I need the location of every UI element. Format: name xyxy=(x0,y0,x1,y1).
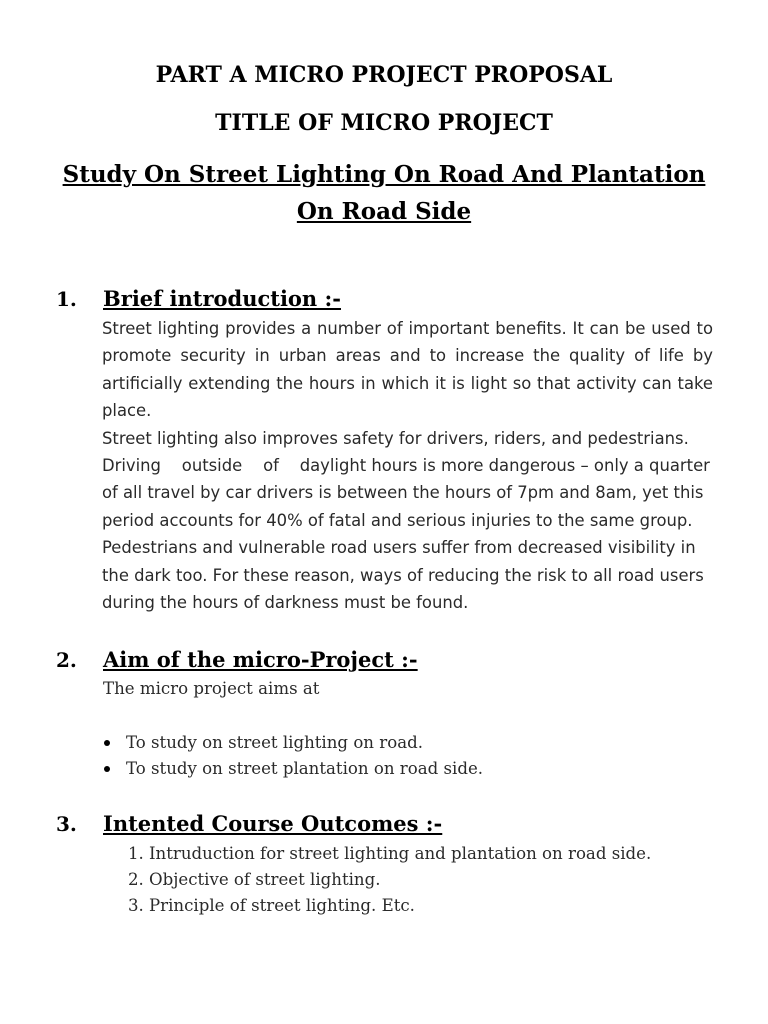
outcome-number: 1. xyxy=(128,844,144,863)
intro-paragraph-1: Street lighting provides a number of important benefits. It can be used to promote security in urban areas and to increase the quality of life by artificially extending the hours in which it is light so that activity can take place. xyxy=(102,319,713,421)
outcome-text: Intruduction for street lighting and plantation on road side. xyxy=(149,844,652,863)
outcomes-list xyxy=(128,841,651,919)
aim-bullet-item: To study on street plantation on road side. xyxy=(126,756,483,782)
intro-paragraph-2: Street lighting also improves safety for drivers, riders, and pedestrians. xyxy=(102,428,689,448)
outcome-text: Principle of street lighting. Etc. xyxy=(149,896,415,915)
outcome-number: 2. xyxy=(128,870,144,889)
outcome-text: Objective of street lighting. xyxy=(149,870,381,889)
section-2-number: 2. xyxy=(56,648,77,672)
section-3-heading: Intented Course Outcomes :- xyxy=(103,811,443,836)
section-3-number: 3. xyxy=(56,812,77,836)
section-2-heading: Aim of the micro-Project :- xyxy=(103,647,418,672)
outcome-item xyxy=(128,893,651,919)
section-1-number: 1. xyxy=(56,287,77,311)
title-label: TITLE OF MICRO PROJECT xyxy=(215,110,553,136)
section-1-heading: Brief introduction :- xyxy=(103,286,341,311)
outcome-item xyxy=(128,867,651,893)
aim-bullet-item: To study on street lighting on road. xyxy=(126,730,483,756)
aim-bullet-list xyxy=(126,730,483,782)
outcome-item xyxy=(128,841,651,867)
outcome-number: 3. xyxy=(128,896,144,915)
aim-intro: The micro project aims at xyxy=(103,679,320,698)
proposal-heading: PART A MICRO PROJECT PROPOSAL xyxy=(155,62,613,88)
section-1-body xyxy=(102,315,716,616)
intro-paragraph-3: Driving outside of daylight hours is more dangerous – only a quarter of all travel by car drivers is between the hours of 7pm and 8am, yet this period accounts for 40% of fatal and serious injuries to the same group. Pedestrians and vulnerable road users suffer from decreased visibility in the dark too. For these reason, ways of reducing the risk to all road users during the hours of darkness must be found. xyxy=(102,456,716,613)
project-title: Study On Street Lighting On Road And Plantation On Road Side xyxy=(62,161,706,225)
